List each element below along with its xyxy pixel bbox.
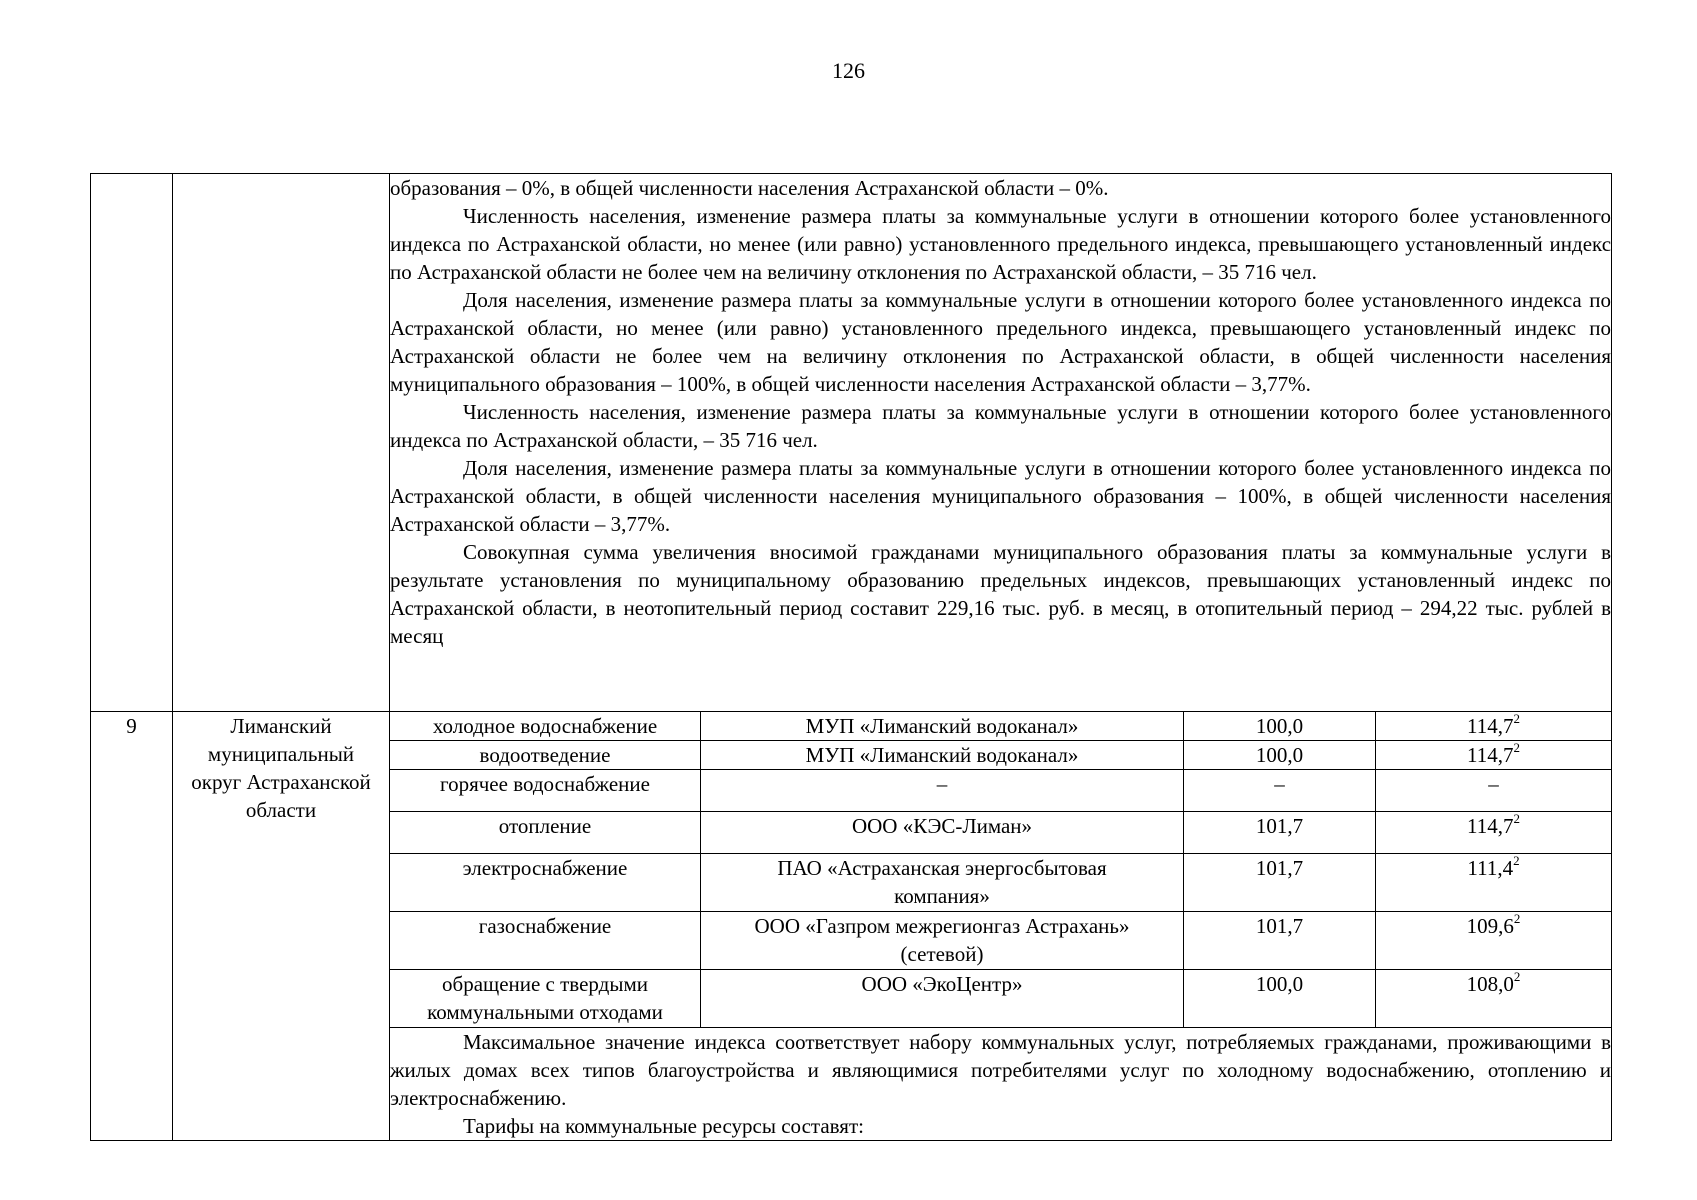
intro-paragraph: Доля населения, изменение размера платы за коммунальные услуги в отношении которого более установленного индекса по Астраханской области, в общей численности населения муниципального образования – 100%, в общей численности населения Астраханской области – 3,77%. [390,456,1612,536]
note-text-cell [390,1028,1612,1141]
intro-paragraph: Численность населения, изменение размера платы за коммунальные услуги в отношении которого более установленного индекса по Астраханской области, – 35 716 чел. [390,400,1612,452]
index-table [90,173,1612,1141]
service-value: 100,0 [1184,712,1376,741]
supplier-name: ООО «КЭС-Лиман» [701,812,1184,854]
limit-index-value: 114,7 [1467,743,1514,767]
service-value: 100,0 [1184,970,1376,1028]
intro-paragraph: Численность населения, изменение размера платы за коммунальные услуги в отношении которого более установленного индекса по Астраханской области, но менее (или равно) установленного предельного индекса, превышающего установленный индекс по Астраханской области не более чем на величину отклонения по Астраханской области, – 35 716 чел. [390,204,1612,284]
footnote-mark: 2 [1513,811,1520,826]
municipality-name-text: Лиманский муниципальный округ Астраханской области [191,714,371,822]
service-value: – [1184,770,1376,812]
limit-index-value: 108,0 [1466,972,1514,996]
service-name: отопление [390,812,701,854]
municipality-name [173,712,390,1141]
supplier-name-text: ПАО «Астраханская энергосбытовая компания» [777,856,1107,908]
limit-index-value: 109,6 [1466,914,1514,938]
page-number: 126 [832,58,865,83]
supplier-name-text: ООО «Газпром межрегионгаз Астрахань» (сетевой) [754,914,1130,966]
service-name: водоотведение [390,741,701,770]
supplier-name: – [701,770,1184,812]
note-paragraph: Максимальное значение индекса соответствует набору коммунальных услуг, потребляемых гражданами, проживающими в жилых домах всех типов благоустройства и являющимися потребителями услуг по холодному водоснабжению, отоплению и электроснабжению. [390,1030,1612,1110]
supplier-name [701,854,1184,912]
service-name: холодное водоснабжение [390,712,701,741]
limit-index [1376,770,1612,812]
footnote-mark: 2 [1513,853,1520,868]
intro-text-cell [390,174,1612,712]
service-value: 101,7 [1184,854,1376,912]
service-name: горячее водоснабжение [390,770,701,812]
footnote-mark: 2 [1513,711,1520,726]
continuation-row [91,174,1612,712]
limit-index-value: 114,7 [1467,714,1514,738]
limit-index [1376,912,1612,970]
number-cell-empty [91,174,173,712]
footnote-mark: 2 [1513,911,1521,926]
municipality-number: 9 [91,712,173,1141]
footnote-mark: 2 [1513,969,1521,984]
limit-index [1376,741,1612,770]
limit-index [1376,854,1612,912]
footnote-mark: 2 [1513,740,1520,755]
supplier-name [701,912,1184,970]
service-name-text: обращение с твердыми коммунальными отходами [427,972,663,1024]
service-name [390,970,701,1028]
limit-index [1376,712,1612,741]
service-value: 101,7 [1184,912,1376,970]
service-row [91,712,1612,741]
supplier-name: МУП «Лиманский водоканал» [701,741,1184,770]
service-value: 101,7 [1184,812,1376,854]
supplier-name: МУП «Лиманский водоканал» [701,712,1184,741]
intro-paragraph: Совокупная сумма увеличения вносимой гражданами муниципального образования платы за коммунальные услуги в результате установления по муниципальному образованию предельных индексов, превышающих установленный индекс по Астраханской области, в неотопительный период составит 229,16 тыс. руб. в месяц, в отопительный период – 294,22 тыс. рублей в месяц [390,540,1612,648]
service-name: газоснабжение [390,912,701,970]
intro-paragraph: образования – 0%, в общей численности населения Астраханской области – 0%. [390,176,1109,200]
limit-index-value: 111,4 [1467,856,1514,880]
service-name: электроснабжение [390,854,701,912]
supplier-name: ООО «ЭкоЦентр» [701,970,1184,1028]
name-cell-empty [173,174,390,712]
limit-index-value: – [1488,772,1499,796]
intro-paragraph: Доля населения, изменение размера платы за коммунальные услуги в отношении которого более установленного индекса по Астраханской области, но менее (или равно) установленного предельного индекса, превышающего установленный индекс по Астраханской области не более чем на величину отклонения по Астраханской области, в общей численности населения муниципального образования – 100%, в общей численности населения Астраханской области – 3,77%. [390,288,1612,396]
limit-index [1376,812,1612,854]
service-value: 100,0 [1184,741,1376,770]
note-paragraph: Тарифы на коммунальные ресурсы составят: [463,1114,864,1138]
limit-index [1376,970,1612,1028]
limit-index-value: 114,7 [1467,814,1514,838]
